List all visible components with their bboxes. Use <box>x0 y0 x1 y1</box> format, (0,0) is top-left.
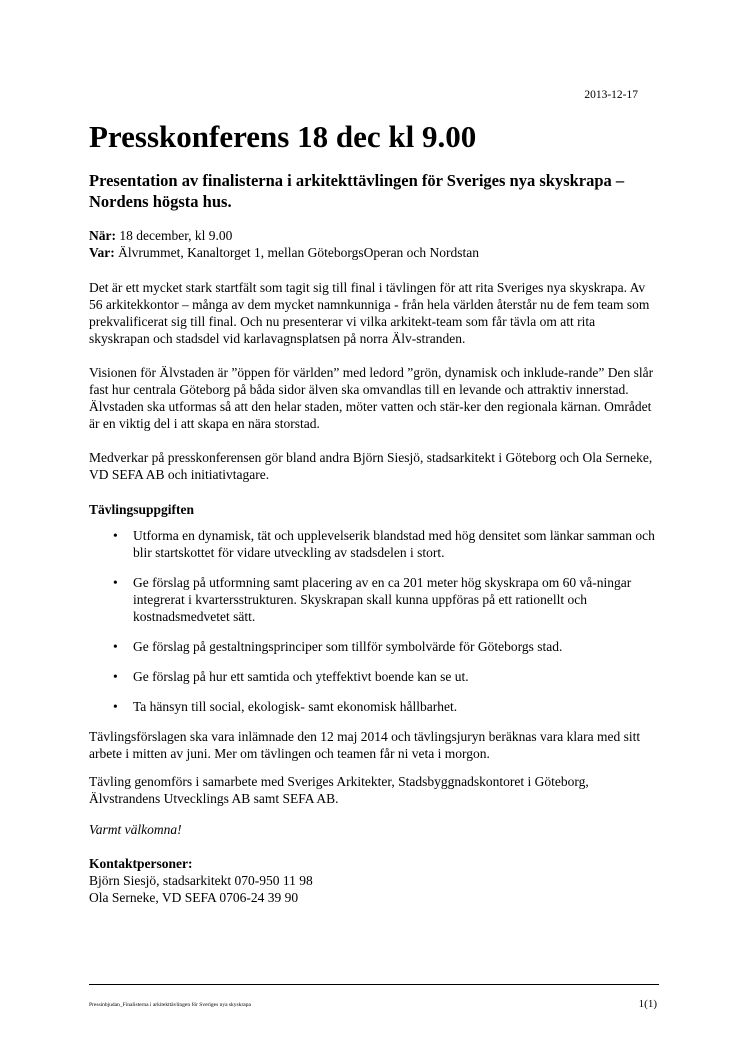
list-item-text: Ge förslag på utformning samt placering av en ca 201 meter hög skyskrapa om 60 vå-ningar integrerat i kvartersstrukturen. Skyskrapan skall kunna uppföras på ett rationellt och kostnadsmedvetet sätt. <box>133 575 632 624</box>
when-value: 18 december, kl 9.00 <box>116 228 233 243</box>
list-item <box>89 698 659 715</box>
bullet-icon: • <box>113 699 118 714</box>
page-title: Presskonferens 18 dec kl 9.00 <box>89 119 477 154</box>
footer-filename: Pressinbjudan_Finalisterna i arkitekttävlingen för Sveriges nya skyskrapa <box>89 1002 251 1008</box>
list-item <box>89 574 659 625</box>
bullet-icon: • <box>113 639 118 654</box>
event-where <box>89 244 659 261</box>
list-item-text: Ge förslag på gestaltningsprinciper som tillför symbolvärde för Göteborgs stad. <box>133 639 563 654</box>
list-item <box>89 527 659 561</box>
footer-divider <box>89 984 659 985</box>
bullet-icon: • <box>113 575 118 590</box>
page-subtitle: Presentation av finalisterna i arkitekttävlingen för Sveriges nya skyskrapa – Nordens högsta hus. <box>89 171 625 211</box>
paragraph-deadline: Tävlingsförslagen ska vara inlämnade den 12 maj 2014 och tävlingsjuryn beräknas vara klara med sitt arbete i mitten av juni. Mer om tävlingen och teamen får ni veta i morgon. <box>89 729 641 761</box>
paragraph-partners: Tävling genomförs i samarbete med Sveriges Arkitekter, Stadsbyggnadskontoret i Göteborg, Älvstrandens Utvecklings AB samt SEFA AB. <box>89 774 589 806</box>
bullet-icon: • <box>113 669 118 684</box>
paragraph-vision: Visionen för Älvstaden är ”öppen för världen” med ledord ”grön, dynamisk och inklude-rande” Den slår fast hur centrala Göteborg på båda sidor älven ska omvandlas till en levande och attraktiv innerstad. Älvstaden ska utformas så att den helar staden, möter vatten och stär-ker den regionala kärnan. Området är en viktig del i att skapa en nära storstad. <box>89 365 654 431</box>
contacts-block <box>89 855 659 906</box>
document-date: 2013-12-17 <box>584 89 638 101</box>
paragraph-intro: Det är ett mycket stark startfält som tagit sig till final i tävlingen för att rita Sveriges nya skyskrapa. Av 56 arkitekkontor – många av dem mycket namnkunniga - från hela världen återstår nu de fem team som prekvalificerat sig till final. Och nu presenterar vi vilka arkitekt-team som får tävla om att rita skyskrapan och stadsdel vid karlavagnsplatsen på norra Älv-stranden. <box>89 280 650 346</box>
footer-page-number: 1(1) <box>638 998 657 1010</box>
task-list <box>89 527 659 715</box>
event-when <box>89 227 659 244</box>
list-item <box>89 638 659 655</box>
list-item-text: Utforma en dynamisk, tät och upplevelserik blandstad med hög densitet som länkar samman och blir startskottet för vidare utveckling av stadsdelen i stort. <box>133 528 655 560</box>
list-item <box>89 668 659 685</box>
contact-person: Björn Siesjö, stadsarkitekt 070-950 11 98 <box>89 873 313 888</box>
list-item-text: Ta hänsyn till social, ekologisk- samt ekonomisk hållbarhet. <box>133 699 458 714</box>
list-item-text: Ge förslag på hur ett samtida och yteffektivt boende kan se ut. <box>133 669 469 684</box>
when-label: När: <box>89 228 116 243</box>
contacts-title: Kontaktpersoner: <box>89 856 193 871</box>
greeting: Varmt välkomna! <box>89 822 182 837</box>
paragraph-participants: Medverkar på presskonferensen gör bland andra Björn Siesjö, stadsarkitekt i Göteborg och Ola Serneke, VD SEFA AB och initiativtagare. <box>89 450 653 482</box>
bullet-icon: • <box>113 528 118 543</box>
event-details <box>89 227 659 261</box>
document-body <box>89 118 659 906</box>
where-value: Älvrummet, Kanaltorget 1, mellan GöteborgsOperan och Nordstan <box>114 245 480 260</box>
contact-person: Ola Serneke, VD SEFA 0706-24 39 90 <box>89 890 299 905</box>
section-title: Tävlingsuppgiften <box>89 502 195 517</box>
where-label: Var: <box>89 245 115 260</box>
